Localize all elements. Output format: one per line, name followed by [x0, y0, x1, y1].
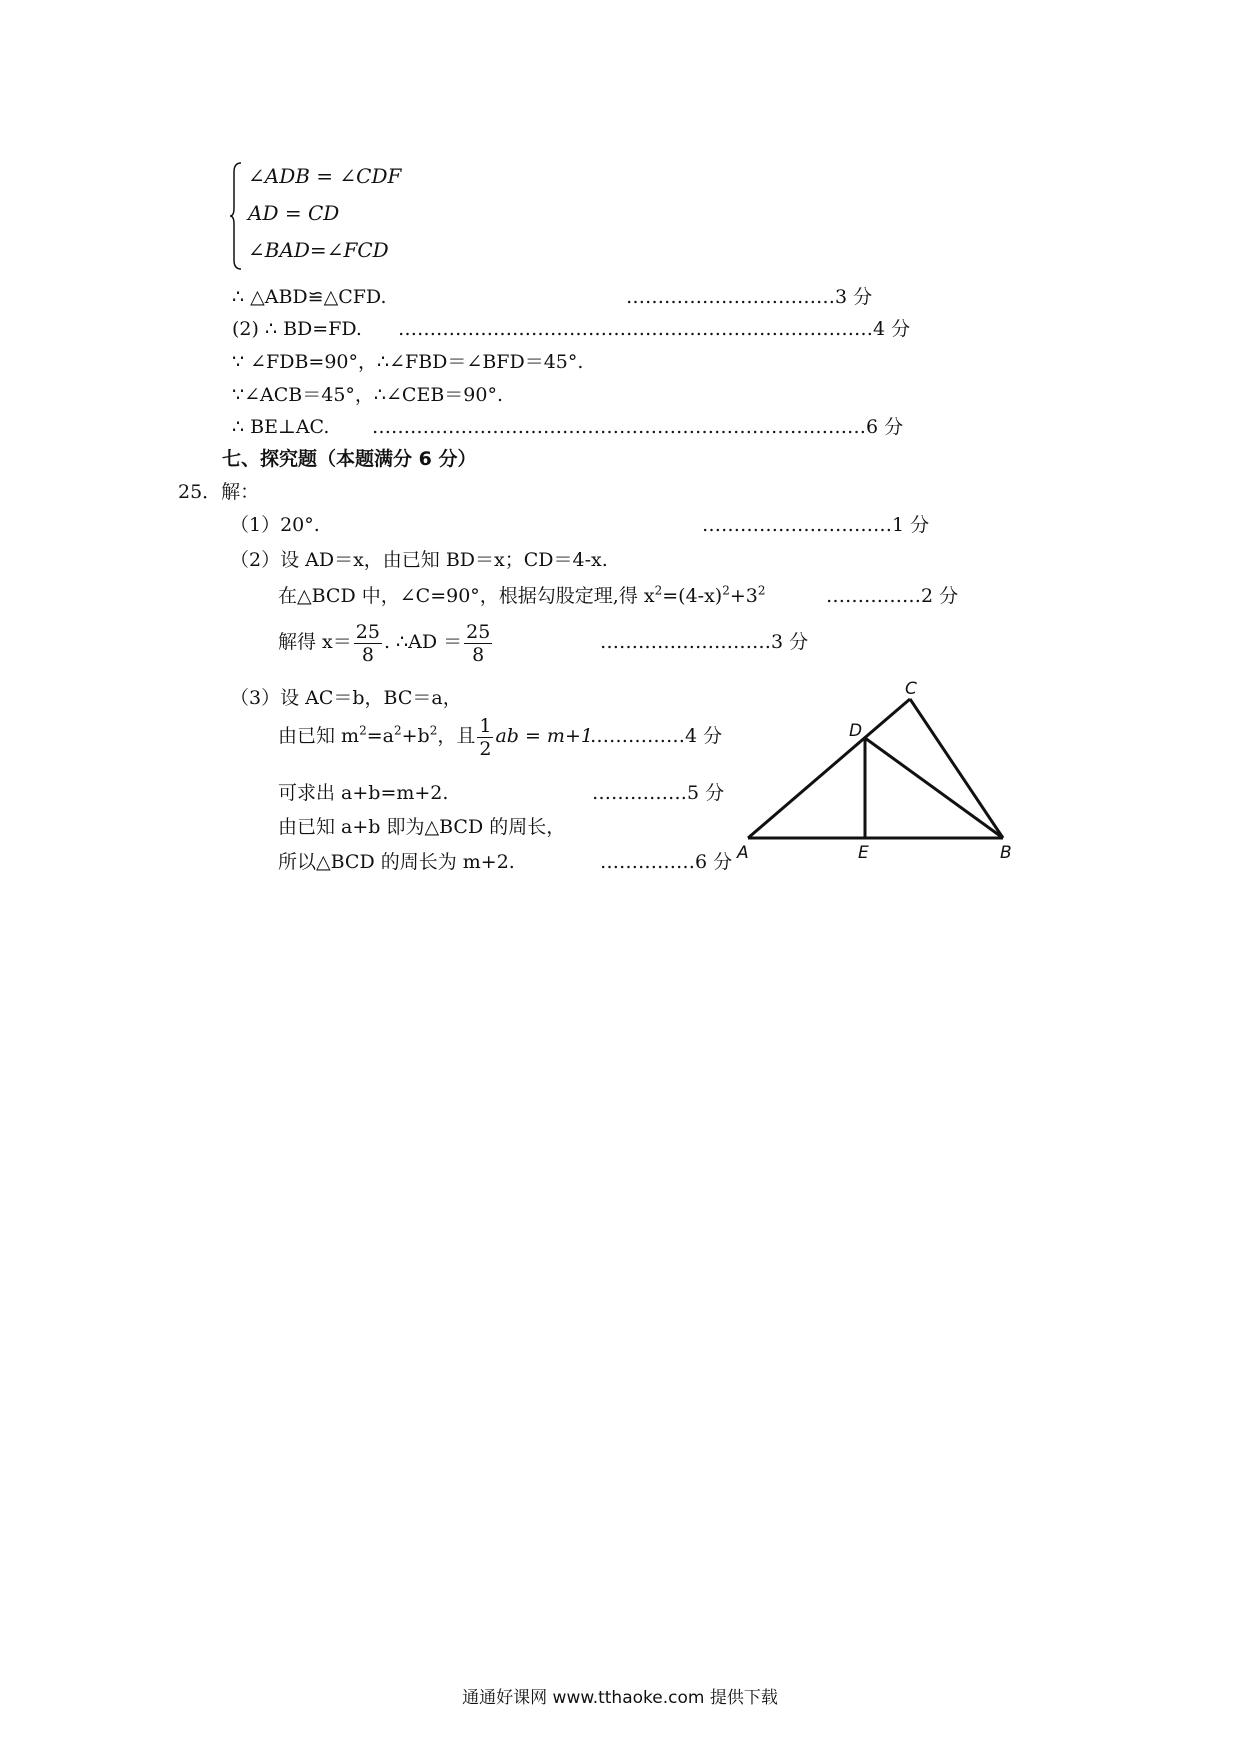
proof-line-1-dots: ……………………………	[626, 286, 835, 308]
fraction-half-denominator: 2	[479, 737, 492, 760]
proof-line-5	[232, 415, 329, 439]
fraction-denominator-b: 8	[472, 643, 485, 666]
part2c-pre: 解得 x＝	[278, 631, 352, 653]
part3b-score-row	[590, 724, 722, 748]
side-ac	[748, 699, 910, 838]
part3e-text: 所以△BCD 的周长为 m+2.	[278, 851, 515, 873]
proof-line-2-score-row	[398, 317, 910, 341]
proof-line-2-dots: …………………………………………………………………	[398, 318, 873, 340]
part2b-mid: =(4-x)	[662, 585, 723, 607]
part1-text: （1）20°.	[230, 514, 320, 536]
part2-solution	[278, 618, 494, 666]
part3c-dots: ……………	[592, 782, 687, 804]
label-e: E	[858, 843, 869, 863]
label-d: D	[849, 721, 863, 741]
triangle-figure	[735, 680, 1035, 870]
part3b-mid3: ，且	[437, 725, 476, 747]
part2-pythagoras	[278, 584, 766, 608]
left-brace	[230, 162, 242, 270]
part3d-text: 由已知 a+b 即为△BCD 的周长，	[278, 816, 566, 838]
section-title: 七、探究题（本题满分 6 分）	[222, 448, 477, 470]
part3c-text: 可求出 a+b=m+2.	[278, 782, 449, 804]
fraction-numerator-b: 25	[466, 620, 491, 643]
part3-given	[278, 712, 593, 760]
part2b-end: +3	[729, 585, 758, 607]
proof-line-5-text: ∴ BE⊥AC.	[232, 416, 330, 438]
part3b-dots: ……………	[590, 725, 685, 747]
part3e-score: 6 分	[695, 851, 733, 873]
side-cb	[910, 699, 1003, 838]
proof-line-3: ∵ ∠FDB=90°，∴∠FBD＝∠BFD＝45°.	[232, 351, 584, 373]
proof-line-2-text: (2) ∴ BD=FD.	[232, 318, 362, 340]
fraction-1-2	[477, 715, 493, 760]
part2b-sup1: 2	[654, 583, 663, 598]
part1-score: 1 分	[892, 514, 930, 536]
label-b: B	[1000, 843, 1012, 863]
proof-line-5-dots: ……………………………………………………………………	[372, 416, 866, 438]
part3b-sup2: 2	[393, 723, 402, 738]
part1-dots: …………………………	[702, 514, 892, 536]
system-line-1: ∠ADB = ∠CDF	[248, 164, 402, 188]
part3c-score-row	[592, 781, 724, 805]
part2-text: （2）设 AD＝x，由已知 BD＝x；CD＝4-x.	[230, 549, 608, 571]
part2b-sup3: 2	[757, 583, 766, 598]
fraction-half-numerator: 1	[479, 714, 492, 737]
part2b-score: 2 分	[921, 585, 959, 607]
part3e-dots: ……………	[600, 851, 695, 873]
part1-score-row	[702, 513, 929, 537]
part2c-dots: ………………………	[600, 631, 771, 653]
part3b-mid1: =a	[366, 725, 394, 747]
footer-text: 通通好课网 www.tthaoke.com 提供下载	[462, 1688, 778, 1708]
label-c: C	[905, 680, 917, 699]
proof-line-5-score: 6 分	[866, 416, 904, 438]
part3c-score: 5 分	[687, 782, 725, 804]
part2c-mid: . ∴AD ＝	[383, 631, 463, 653]
proof-line-1	[232, 285, 387, 309]
fraction-25-8	[354, 621, 382, 666]
proof-line-2-score: 4 分	[873, 318, 911, 340]
part3b-sup3: 2	[429, 723, 438, 738]
proof-line-2	[232, 317, 362, 341]
proof-line-5-score-row	[372, 415, 903, 439]
label-a: A	[737, 843, 749, 863]
part2c-score-row	[600, 630, 808, 654]
part3b-sup1: 2	[359, 723, 367, 738]
proof-line-1-text: ∴ △ABD≌△CFD.	[232, 286, 387, 308]
fraction-numerator: 25	[355, 620, 380, 643]
part2b-sup2: 2	[722, 583, 730, 598]
part3b-pre: 由已知 m	[278, 725, 360, 747]
part3-text: （3）设 AC＝b，BC＝a，	[230, 687, 462, 709]
part3b-post: ab = m+1	[495, 725, 593, 747]
proof-line-4: ∵∠ACB＝45°，∴∠CEB＝90°.	[232, 384, 504, 406]
system-line-3: ∠BAD=∠FCD	[248, 238, 389, 262]
part3b-score: 4 分	[685, 725, 723, 747]
question-number: 25．解：	[178, 481, 260, 503]
fraction-25-8-b	[464, 621, 492, 666]
part2b-text: 在△BCD 中，∠C=90°，根据勾股定理,得 x	[278, 585, 655, 607]
proof-line-1-score-row	[626, 285, 872, 309]
part2b-score-row	[826, 584, 958, 608]
system-line-2: AD = CD	[248, 201, 340, 225]
segment-db	[865, 738, 1003, 838]
part3b-mid2: +b	[401, 725, 430, 747]
part3e-score-row	[600, 850, 732, 874]
part2c-score: 3 分	[771, 631, 809, 653]
fraction-denominator: 8	[361, 643, 374, 666]
proof-line-1-score: 3 分	[835, 286, 873, 308]
part2b-dots: ……………	[826, 585, 921, 607]
